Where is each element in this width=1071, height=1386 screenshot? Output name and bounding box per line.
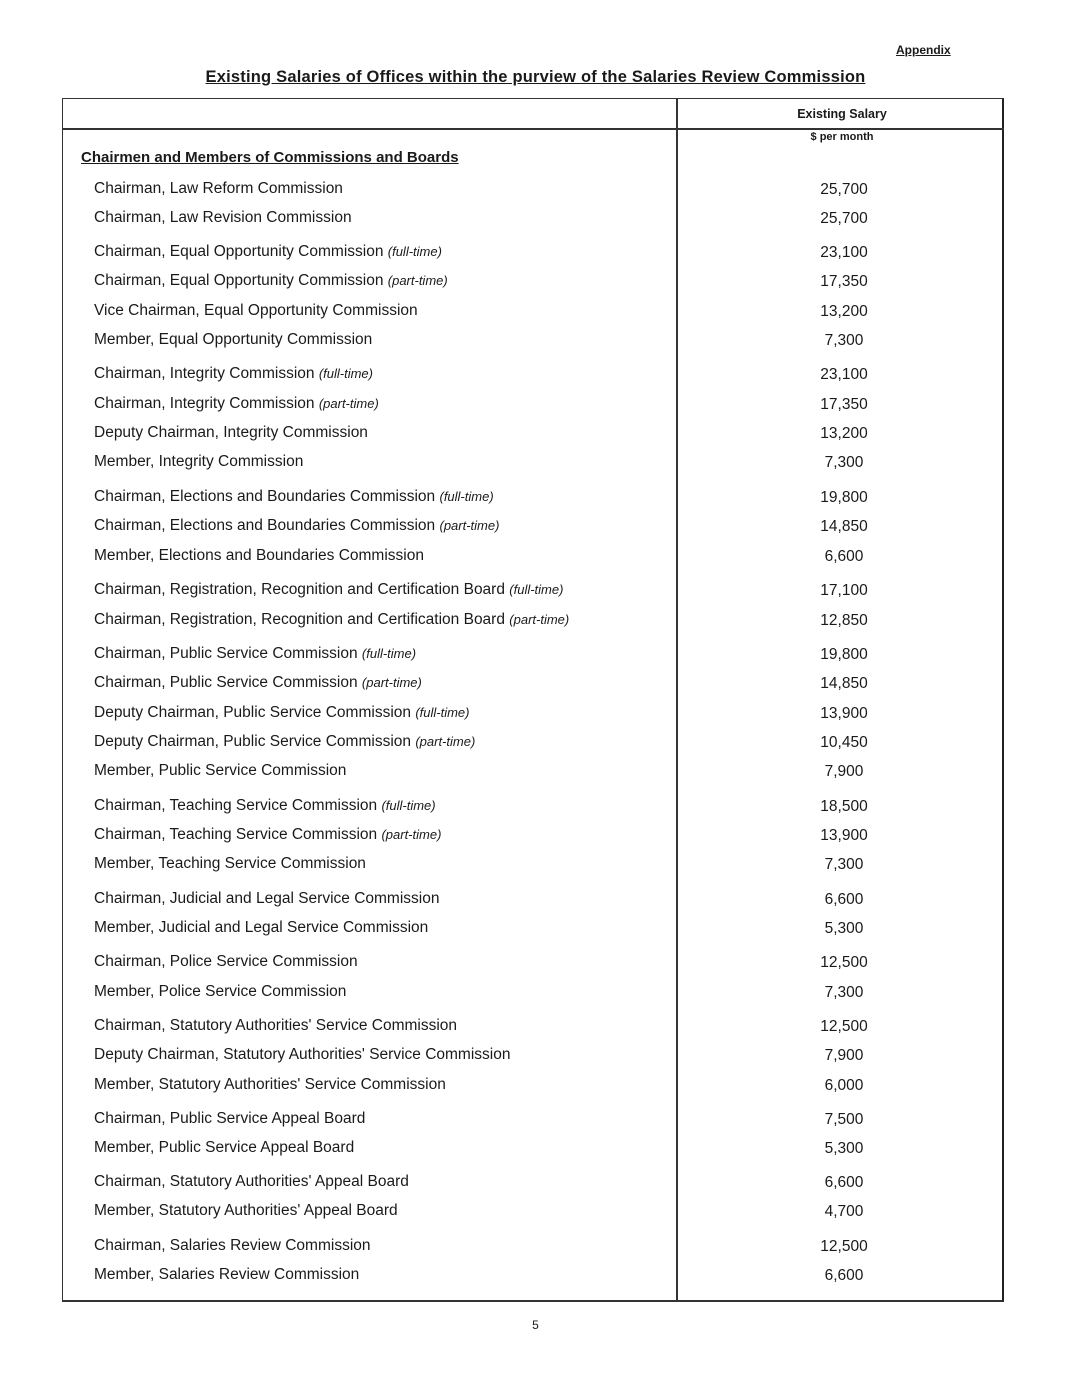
document-title: Existing Salaries of Offices within the purview of the Salaries Review Commission xyxy=(205,68,866,86)
office-name: Member, Equal Opportunity Commission xyxy=(94,331,373,348)
table-row xyxy=(0,826,1071,848)
office-name: Chairman, Registration, Recognition and Certification Board xyxy=(94,611,505,628)
office-name: Deputy Chairman, Statutory Authorities' Service Commission xyxy=(94,1046,511,1063)
office-qualifier: (full-time) xyxy=(415,705,470,720)
office-name: Chairman, Public Service Commission xyxy=(94,674,358,691)
table-row xyxy=(0,645,1071,667)
salary-cell: 13,200 xyxy=(820,303,868,320)
table-row xyxy=(0,1046,1071,1068)
office-name: Chairman, Registration, Recognition and Certification Board xyxy=(94,581,505,598)
office-name: Deputy Chairman, Public Service Commission xyxy=(94,733,412,750)
office-name: Member, Salaries Review Commission xyxy=(94,1266,360,1283)
salary-cell: 6,600 xyxy=(824,1267,864,1284)
salary-cell: 23,100 xyxy=(820,244,868,261)
salary-cell: 5,300 xyxy=(824,920,864,937)
salary-cell: 12,500 xyxy=(820,1238,868,1255)
office-cell xyxy=(94,919,428,937)
office-name: Member, Statutory Authorities' Appeal Board xyxy=(94,1202,398,1219)
salary-cell: 5,300 xyxy=(824,1140,864,1157)
office-cell xyxy=(94,826,441,844)
salary-cell: 17,350 xyxy=(820,273,868,290)
salary-cell: 14,850 xyxy=(820,518,868,535)
office-cell xyxy=(94,180,343,198)
salary-cell: 25,700 xyxy=(820,181,868,198)
table-row xyxy=(0,395,1071,417)
salary-column-unit: $ per month xyxy=(810,131,874,143)
office-name: Chairman, Integrity Commission xyxy=(94,395,315,412)
office-name: Vice Chairman, Equal Opportunity Commission xyxy=(94,302,418,319)
salary-cell: 17,100 xyxy=(820,582,868,599)
office-name: Chairman, Statutory Authorities' Service Commission xyxy=(94,1017,458,1034)
office-qualifier: (part-time) xyxy=(415,734,476,749)
table-row xyxy=(0,953,1071,975)
table-row xyxy=(0,1173,1071,1195)
office-qualifier: (full-time) xyxy=(381,798,436,813)
office-name: Chairman, Integrity Commission xyxy=(94,365,315,382)
office-cell xyxy=(94,953,358,971)
office-cell xyxy=(94,488,494,506)
table-row xyxy=(0,581,1071,603)
salary-cell: 7,300 xyxy=(824,984,864,1001)
office-cell xyxy=(94,1046,510,1064)
office-qualifier: (full-time) xyxy=(439,489,494,504)
office-cell xyxy=(94,331,372,349)
salary-cell: 23,100 xyxy=(820,366,868,383)
table-row xyxy=(0,243,1071,265)
salary-cell: 7,900 xyxy=(824,1047,864,1064)
section-heading: Chairmen and Members of Commissions and Boards xyxy=(81,149,459,166)
salary-cell: 17,350 xyxy=(820,396,868,413)
table-row xyxy=(0,762,1071,784)
office-name: Member, Statutory Authorities' Service Commission xyxy=(94,1076,446,1093)
table-row xyxy=(0,919,1071,941)
office-cell xyxy=(94,1017,457,1035)
office-cell xyxy=(94,983,346,1001)
salary-cell: 7,300 xyxy=(824,454,864,471)
office-name: Chairman, Public Service Appeal Board xyxy=(94,1110,366,1127)
office-name: Chairman, Teaching Service Commission xyxy=(94,826,378,843)
office-cell xyxy=(94,1076,446,1094)
table-row xyxy=(0,674,1071,696)
office-qualifier: (part-time) xyxy=(318,396,379,411)
table-row xyxy=(0,1202,1071,1224)
table-row xyxy=(0,331,1071,353)
office-cell xyxy=(94,517,499,535)
salary-cell: 18,500 xyxy=(820,798,868,815)
table-row xyxy=(0,1139,1071,1161)
table-row xyxy=(0,209,1071,231)
office-name: Member, Judicial and Legal Service Commission xyxy=(94,919,429,936)
office-cell xyxy=(94,797,436,815)
office-qualifier: (part-time) xyxy=(387,273,448,288)
table-row xyxy=(0,890,1071,912)
office-qualifier: (part-time) xyxy=(381,827,442,842)
salary-cell: 10,450 xyxy=(820,734,868,751)
salary-cell: 13,200 xyxy=(820,425,868,442)
salary-cell: 7,900 xyxy=(824,763,864,780)
office-cell xyxy=(94,704,470,722)
salary-cell: 4,700 xyxy=(824,1203,864,1220)
office-cell xyxy=(94,302,418,320)
table-row xyxy=(0,855,1071,877)
salary-cell: 6,600 xyxy=(824,548,864,565)
office-cell xyxy=(94,1173,409,1191)
office-name: Member, Integrity Commission xyxy=(94,453,304,470)
office-name: Chairman, Police Service Commission xyxy=(94,953,358,970)
table-row xyxy=(0,365,1071,387)
table-row xyxy=(0,704,1071,726)
office-cell xyxy=(94,365,373,383)
office-cell xyxy=(94,890,439,908)
salary-cell: 13,900 xyxy=(820,827,868,844)
office-name: Deputy Chairman, Public Service Commission xyxy=(94,704,412,721)
table-row xyxy=(0,1237,1071,1259)
office-qualifier: (full-time) xyxy=(361,646,417,661)
salary-cell: 7,300 xyxy=(824,856,864,873)
office-cell xyxy=(94,453,303,471)
salary-cell: 13,900 xyxy=(820,705,868,722)
table-row xyxy=(0,983,1071,1005)
office-cell xyxy=(94,547,424,565)
office-name: Chairman, Statutory Authorities' Appeal Board xyxy=(94,1173,409,1190)
office-qualifier: (part-time) xyxy=(439,518,500,533)
office-cell xyxy=(94,611,569,629)
office-cell xyxy=(94,1266,359,1284)
office-qualifier: (full-time) xyxy=(318,366,373,381)
office-name: Chairman, Elections and Boundaries Commission xyxy=(94,488,436,505)
salary-cell: 14,850 xyxy=(820,675,868,692)
office-cell xyxy=(94,645,416,663)
table-row xyxy=(0,453,1071,475)
office-cell xyxy=(94,1110,365,1128)
office-cell xyxy=(94,581,563,599)
office-name: Chairman, Law Reform Commission xyxy=(94,180,343,197)
table-row xyxy=(0,180,1071,202)
office-name: Chairman, Judicial and Legal Service Commission xyxy=(94,890,440,907)
office-name: Chairman, Elections and Boundaries Commission xyxy=(94,517,436,534)
office-cell xyxy=(94,762,346,780)
salary-cell: 12,500 xyxy=(820,1018,868,1035)
office-cell xyxy=(94,395,379,413)
header-divider xyxy=(62,128,1004,130)
office-name: Chairman, Law Revision Commission xyxy=(94,209,352,226)
salary-cell: 19,800 xyxy=(820,646,868,663)
table-row xyxy=(0,1017,1071,1039)
office-cell xyxy=(94,1139,354,1157)
office-name: Chairman, Public Service Commission xyxy=(94,645,358,662)
table-row xyxy=(0,272,1071,294)
office-name: Member, Public Service Commission xyxy=(94,762,347,779)
table-row xyxy=(0,488,1071,510)
office-qualifier: (part-time) xyxy=(509,612,570,627)
table-row xyxy=(0,424,1071,446)
table-row xyxy=(0,611,1071,633)
salary-cell: 7,500 xyxy=(824,1111,864,1128)
table-row xyxy=(0,302,1071,324)
office-name: Member, Police Service Commission xyxy=(94,983,347,1000)
office-name: Member, Public Service Appeal Board xyxy=(94,1139,355,1156)
office-qualifier: (full-time) xyxy=(509,582,564,597)
office-cell xyxy=(94,733,475,751)
office-name: Chairman, Teaching Service Commission xyxy=(94,797,378,814)
office-name: Chairman, Equal Opportunity Commission xyxy=(94,243,384,260)
office-cell xyxy=(94,674,422,692)
office-name: Chairman, Salaries Review Commission xyxy=(94,1237,371,1254)
salary-cell: 7,300 xyxy=(824,332,864,349)
table-row xyxy=(0,517,1071,539)
salary-cell: 12,850 xyxy=(820,612,868,629)
salary-cell: 12,500 xyxy=(820,954,868,971)
salary-cell: 25,700 xyxy=(820,210,868,227)
office-cell xyxy=(94,855,366,873)
table-row xyxy=(0,797,1071,819)
table-row xyxy=(0,547,1071,569)
office-qualifier: (part-time) xyxy=(361,675,422,690)
office-name: Chairman, Equal Opportunity Commission xyxy=(94,272,384,289)
table-row xyxy=(0,1076,1071,1098)
office-cell xyxy=(94,209,352,227)
salary-cell: 6,600 xyxy=(824,891,864,908)
table-row xyxy=(0,733,1071,755)
office-cell xyxy=(94,1202,398,1220)
office-cell xyxy=(94,424,368,442)
table-row xyxy=(0,1266,1071,1288)
salary-cell: 6,600 xyxy=(824,1174,864,1191)
office-name: Member, Teaching Service Commission xyxy=(94,855,366,872)
office-cell xyxy=(94,1237,371,1255)
salary-cell: 6,000 xyxy=(824,1077,864,1094)
page-number: 5 xyxy=(532,1318,539,1332)
office-name: Member, Elections and Boundaries Commission xyxy=(94,547,424,564)
office-cell xyxy=(94,243,442,261)
office-name: Deputy Chairman, Integrity Commission xyxy=(94,424,368,441)
salary-column-header: Existing Salary xyxy=(797,107,887,121)
office-qualifier: (full-time) xyxy=(387,244,442,259)
appendix-label: Appendix xyxy=(896,43,951,57)
table-row xyxy=(0,1110,1071,1132)
salary-cell: 19,800 xyxy=(820,489,868,506)
office-cell xyxy=(94,272,448,290)
